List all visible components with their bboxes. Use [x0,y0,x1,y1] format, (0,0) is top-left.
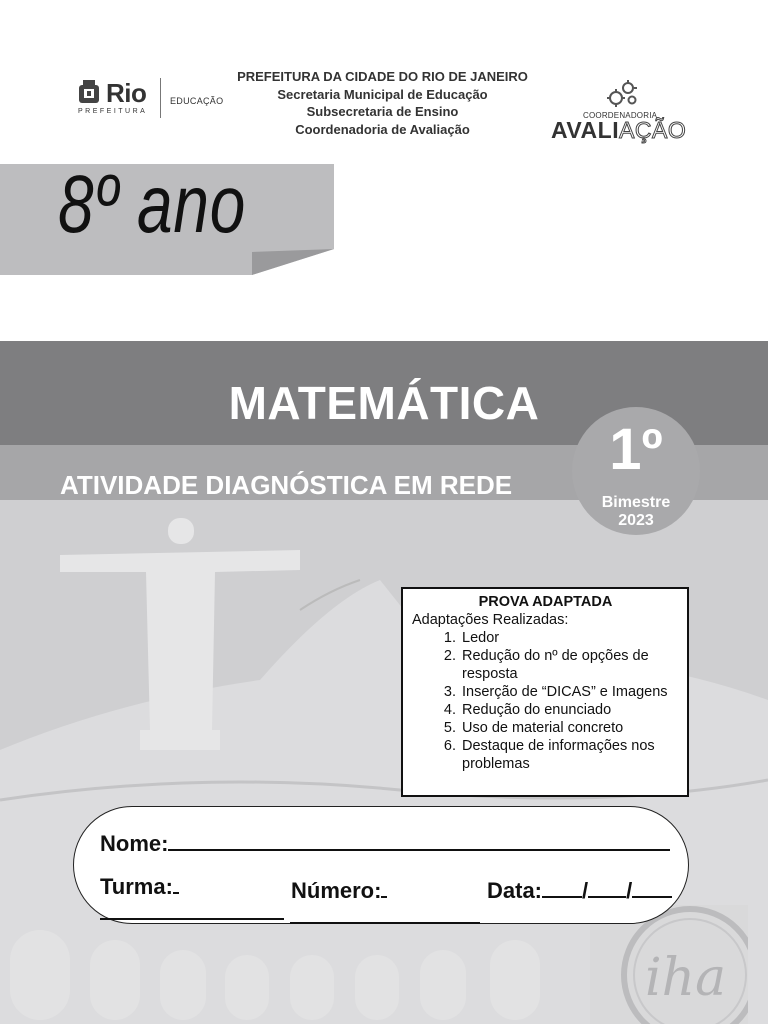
bimester-word: Bimestre [601,494,671,511]
name-field[interactable] [100,829,670,857]
class-input-line-continued[interactable] [100,918,284,920]
rio-logo-department: EDUCAÇÃO [170,96,224,106]
header-line-2: Secretaria Municipal de Educação [277,86,488,102]
list-item: 3. Inserção de “DICAS” e Imagens [460,683,679,701]
svg-text:iha: iha [645,948,727,1008]
gears-icon [604,78,640,110]
list-item: 4. Redução do enunciado [460,701,679,719]
list-item: 2. Redução do nº de opções de resposta [460,647,679,683]
adaptations-subtitle: Adaptações Realizadas: [412,612,569,628]
number-input-line-continued[interactable] [290,922,480,924]
bimester-year: 2023 [618,512,654,529]
list-item: 5. Uso de material concreto [460,719,679,737]
name-input-line[interactable] [168,829,670,851]
adapted-test-box [401,587,689,797]
grade-title: 8º ano [58,159,247,250]
date-day-line[interactable] [542,876,582,898]
list-item: 1. Ledor [460,629,679,647]
class-input-line[interactable] [173,872,179,894]
date-separator: / [582,878,589,903]
class-field[interactable] [100,872,179,900]
number-field[interactable] [291,876,387,904]
avaliacao-outline-part: AÇÃO [619,117,687,143]
institution-header [200,68,565,138]
date-separator: / [626,878,633,903]
number-input-line[interactable] [381,876,387,898]
bimester-number: 1º [609,417,663,482]
date-year-line[interactable] [632,876,672,898]
header-line-3: Subsecretaria de Ensino [306,104,459,119]
date-label: Data: [487,878,543,903]
rio-coat-of-arms-icon [76,79,102,107]
avaliacao-logo-word [551,117,686,144]
activity-title: ATIVIDADE DIAGNÓSTICA EM REDE [60,470,513,500]
name-label: Nome: [100,831,169,856]
adaptations-list [412,629,679,773]
list-item: 6. Destaque de informações nos problemas [460,737,679,773]
rio-logo-subtitle: PREFEITURA [78,108,148,115]
logo-divider [160,78,161,118]
header-line-4: Coordenadoria de Avaliação [295,121,470,137]
class-label: Turma: [100,874,173,899]
coordenadoria-label: COORDENADORIA [583,111,658,120]
rio-logo-word: Rio [106,78,147,108]
date-field[interactable] [487,876,672,904]
avaliacao-bold-part: AVALI [551,117,620,143]
student-form [73,806,689,924]
date-month-line[interactable] [588,876,626,898]
header-line-1: PREFEITURA DA CIDADE DO RIO DE JANEIRO [237,69,528,84]
adapted-test-title: PROVA ADAPTADA [478,594,613,610]
subject-title: MATEMÁTICA [228,377,540,429]
bimester-label [572,494,700,530]
number-label: Número: [291,878,382,903]
